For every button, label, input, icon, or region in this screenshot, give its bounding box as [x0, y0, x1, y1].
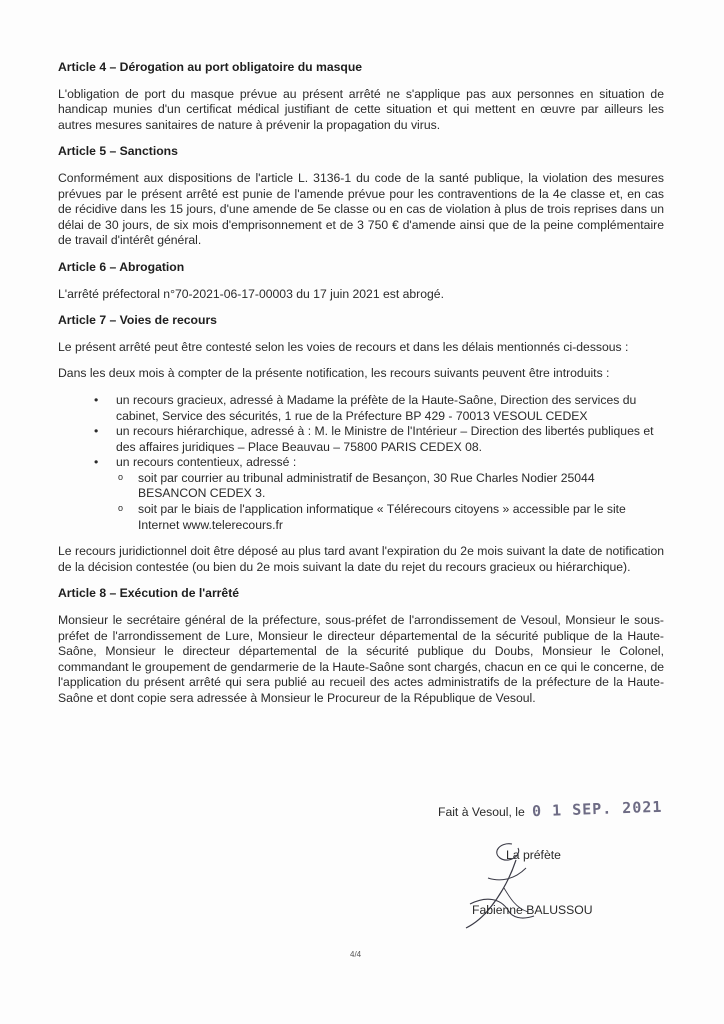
article-7-intro: Le présent arrêté peut être contesté selon les voies de recours et dans les délais mentionnés ci-dessous :: [58, 339, 629, 354]
list-item: • un recours gracieux, adressé à Madame la préfète de la Haute-Saône, Direction des services du cabinet, Service des sécurités, 1 rue de la Préfecture BP 429 - 70013 VESOUL CEDEX: [58, 393, 664, 424]
handwritten-signature: [430, 838, 570, 933]
article-6-title: Article 6 – Abrogation: [58, 259, 185, 274]
article-8-title: Article 8 – Exécution de l'arrêté: [58, 586, 240, 601]
article-4-title: Article 4 – Dérogation au port obligatoire du masque: [58, 60, 363, 74]
article-4-body: L'obligation de port du masque prévue au présent arrêté ne s'applique pas aux personnes en situation de handicap munies d'un certificat médical justifiant de cette situation et qui mettent en œuvre par ailleurs les autres mesures sanitaires de nature à prévenir la propagation du virus.: [58, 86, 664, 132]
article-7-closing: Le recours juridictionnel doit être déposé au plus tard avant l'expiration du 2e mois suivant la date de notification de la décision contestée (ou bien du 2e mois suivant la date du rejet du recours gracieux ou hiérarchique).: [58, 544, 664, 574]
date-stamp: 0 1 SEP. 2021: [531, 797, 663, 821]
signature-place: Fait à Vesoul, le: [438, 805, 525, 819]
article-7-title: Article 7 – Voies de recours: [58, 313, 217, 328]
document-body: [58, 60, 664, 707]
article-7-lead: Dans les deux mois à compter de la présente notification, les recours suivants peuvent être introduits :: [58, 366, 610, 381]
sub-list-item: o soit par courrier au tribunal administratif de Besançon, 30 Rue Charles Nodier 25044 BESANCON CEDEX 3.: [116, 471, 660, 502]
article-5-title: Article 5 – Sanctions: [58, 144, 178, 159]
article-8-body: Monsieur le secrétaire général de la préfecture, sous-préfet de l'arrondissement de Vesoul, Monsieur le sous-préfet de l'arrondissement de Lure, Monsieur le directeur départemental de la sécurité publique de la Haute-Saône, Monsieur le directeur départemental de la sécurité publique du Doubs, Monsieur le Colonel, commandant le groupement de gendarmerie de la Haute-Saône sont chargés, chacun en ce qui le concerne, de l'application du présent arrêté qui sera publié au recueil des actes administratifs de la préfecture de la Haute-Saône et dont copie sera adressée à Monsieur le Procureur de la République de Vesoul.: [58, 613, 664, 705]
list-item: [58, 455, 664, 533]
recours-list: [58, 393, 664, 533]
article-5-body: Conformément aux dispositions de l'article L. 3136-1 du code de la santé publique, la violation des mesures prévues par le présent arrêté est punie de l'amende prévue pour les contraventions de la 4e classe et, en cas de récidive dans les 15 jours, d'une amende de 5e classe ou en cas de violation à plus de trois reprises dans un délai de 30 jours, de six mois d'emprisonnement et de 3 750 € d'amende ainsi que de la peine complémentaire de travail d'intérêt général.: [58, 170, 664, 248]
signer-role: La préfète: [506, 848, 561, 862]
article-6-body: L'arrêté préfectoral n°70-2021-06-17-00003 du 17 juin 2021 est abrogé.: [58, 286, 444, 301]
sub-list-item: o soit par le biais de l'application informatique « Télérecours citoyens » accessible par le site Internet www.telerecours.fr: [116, 502, 660, 533]
contentieux-sublist: [116, 471, 660, 533]
signer-name: Fabienne BALUSSOU: [472, 903, 593, 917]
list-item: • un recours hiérarchique, adressé à : M. le Ministre de l'Intérieur – Direction des libertés publiques et des affaires juridiques – Place Beauvau – 75800 PARIS CEDEX 08.: [58, 424, 664, 455]
list-item-text: un recours contentieux, adressé :: [116, 455, 297, 470]
page-number: 4/4: [350, 950, 362, 959]
